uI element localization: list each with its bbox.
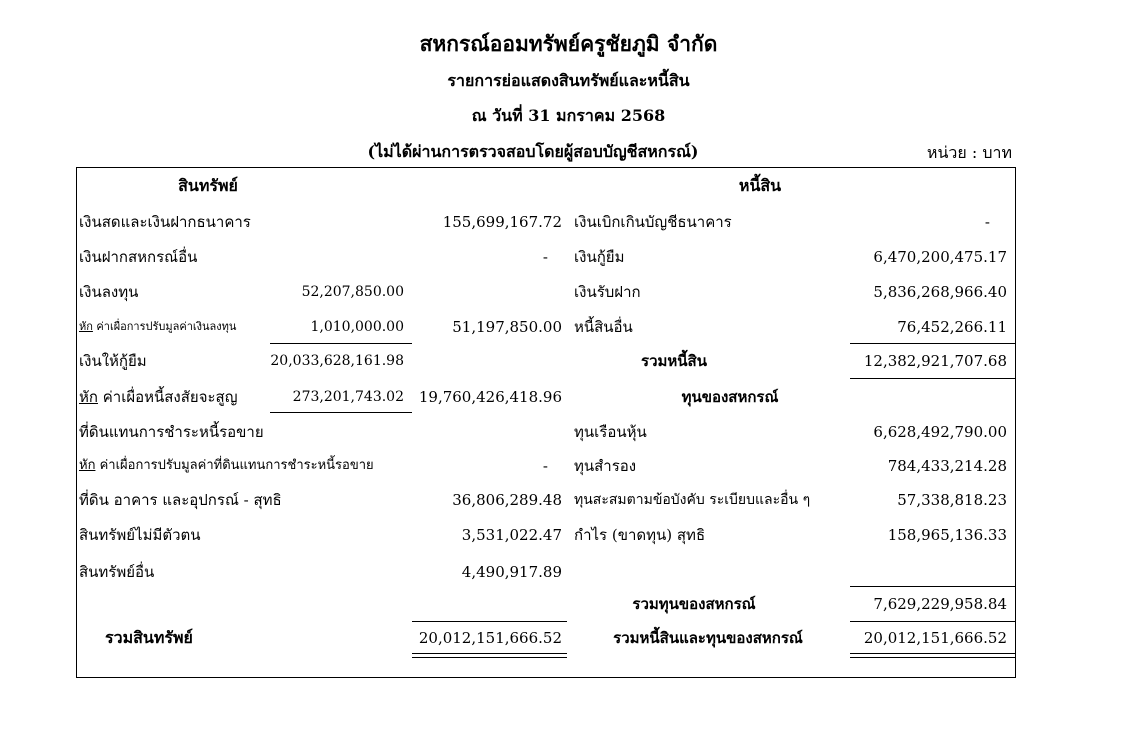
foreclosed-label: ที่ดินแทนการชำระหนี้รอขาย <box>79 423 264 441</box>
coop-deposit-total: - <box>542 248 548 266</box>
investment-allowance-amount: 1,010,000.00 <box>310 319 404 335</box>
overdraft-label: เงินเบิกเกินบัญชีธนาคาร <box>574 213 732 231</box>
accumulated-label: ทุนสะสมตามข้อบังคับ ระเบียบและอื่น ๆ <box>574 492 811 508</box>
net-profit-amount: 158,965,136.33 <box>887 526 1007 544</box>
accumulated-amount: 57,338,818.23 <box>897 491 1007 509</box>
total-equity-amount: 7,629,229,958.84 <box>873 595 1007 613</box>
investment-label: เงินลงทุน <box>79 283 139 301</box>
assets-total-rule <box>412 621 567 622</box>
as-of-date: ณ วันที่ 31 มกราคม 2568 <box>471 106 666 125</box>
total-liabilities-amount: 12,382,921,707.68 <box>863 352 1007 370</box>
loans-allowance-text: ค่าเผื่อหนี้สงสัยจะสูญ <box>97 388 238 406</box>
report-title: รายการย่อแสดงสินทรัพย์และหนี้สิน <box>447 71 690 90</box>
overdraft-amount: - <box>984 213 990 231</box>
intangible-total: 3,531,022.47 <box>461 526 562 544</box>
liabilities-subtotal-rule <box>850 343 1015 344</box>
cash-label: เงินสดและเงินฝากธนาคาร <box>79 213 251 231</box>
investment-amount: 52,207,850.00 <box>301 284 404 300</box>
net-profit-label: กำไร (ขาดทุน) สุทธิ <box>574 526 706 544</box>
investment-subtotal-rule <box>270 343 412 344</box>
total-liabilities-label: รวมหนี้สิน <box>641 352 707 370</box>
liabilities-heading: หนี้สิน <box>738 176 782 195</box>
assets-double-rule <box>412 653 567 658</box>
other-liabilities-amount: 76,452,266.11 <box>897 318 1007 336</box>
loans-net-total: 19,760,426,418.96 <box>418 388 562 406</box>
investment-allowance-label <box>79 316 236 338</box>
foreclosed-net-total: - <box>542 457 548 475</box>
grand-total-label: รวมหนี้สินและทุนของสหกรณ์ <box>613 629 803 647</box>
deposits-label: เงินรับฝาก <box>574 283 641 301</box>
reserve-amount: 784,433,214.28 <box>887 457 1007 475</box>
loans-amount: 20,033,628,161.98 <box>270 353 404 369</box>
less-marker: หัก <box>79 320 93 333</box>
foreclosed-allowance-text: ค่าเผื่อการปรับมูลค่าที่ดินแทนการชำระหนี้รอขาย <box>95 458 374 473</box>
grand-total-rule <box>850 621 1015 622</box>
equity-subtotal-rule <box>850 586 1015 587</box>
coop-deposit-label: เงินฝากสหกรณ์อื่น <box>79 248 198 266</box>
less-marker: หัก <box>79 388 98 406</box>
loans-allowance-amount: 273,201,743.02 <box>292 389 404 405</box>
borrowings-amount: 6,470,200,475.17 <box>873 248 1007 266</box>
loans-subtotal-rule <box>270 412 412 413</box>
investment-net-total: 51,197,850.00 <box>452 318 562 336</box>
total-assets-label: รวมสินทรัพย์ <box>105 628 193 647</box>
other-assets-total: 4,490,917.89 <box>461 563 562 581</box>
loans-allowance-label <box>79 386 237 408</box>
total-equity-label: รวมทุนของสหกรณ์ <box>632 595 756 613</box>
deposits-amount: 5,836,268,966.40 <box>873 283 1007 301</box>
total-assets-amount: 20,012,151,666.52 <box>418 629 562 647</box>
loans-label: เงินให้กู้ยืม <box>79 352 147 370</box>
unit-label: หน่วย : บาท <box>926 143 1012 162</box>
ppe-total: 36,806,289.48 <box>452 491 562 509</box>
total-liabilities-rule <box>850 378 1015 379</box>
ppe-label: ที่ดิน อาคาร และอุปกรณ์ - สุทธิ <box>79 491 282 509</box>
other-liabilities-label: หนี้สินอื่น <box>574 318 633 336</box>
shares-label: ทุนเรือนหุ้น <box>574 423 647 441</box>
audit-note: (ไม่ได้ผ่านการตรวจสอบโดยผู้สอบบัญชีสหกรณ์) <box>367 142 699 161</box>
assets-heading: สินทรัพย์ <box>178 176 238 195</box>
foreclosed-allowance-label <box>79 455 374 477</box>
grand-total-amount: 20,012,151,666.52 <box>863 629 1007 647</box>
cash-total: 155,699,167.72 <box>442 213 562 231</box>
other-assets-label: สินทรัพย์อื่น <box>79 563 155 581</box>
intangible-label: สินทรัพย์ไม่มีตัวตน <box>79 526 201 544</box>
less-marker: หัก <box>79 458 96 473</box>
reserve-label: ทุนสำรอง <box>574 457 637 475</box>
org-name: สหกรณ์ออมทรัพย์ครูชัยภูมิ จำกัด <box>419 31 718 56</box>
borrowings-label: เงินกู้ยืม <box>574 248 625 266</box>
equity-heading: ทุนของสหกรณ์ <box>681 388 779 406</box>
grand-total-double-rule <box>850 653 1015 658</box>
shares-amount: 6,628,492,790.00 <box>873 423 1007 441</box>
investment-allowance-text: ค่าเผื่อการปรับมูลค่าเงินลงทุน <box>92 320 237 333</box>
